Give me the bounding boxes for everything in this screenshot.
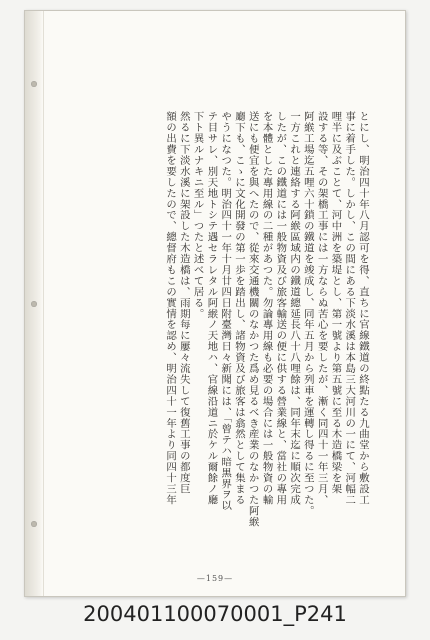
document-page (24, 10, 406, 597)
text-line: 一方これと連絡する阿緱區域内の鐵道總延長八十八哩餘は、同年末迄に順次完成 (288, 111, 301, 506)
text-line: を本體とした專用線の二種があつた。勿論專用線も必要の場合には一般物資の輸 (260, 111, 273, 506)
text-line: とにし、明治四十年八月認可を得、直ちに官線鐵道の終點たる九曲堂から敷設工 (357, 111, 369, 506)
text-line: 然るに下淡水溪に架設した木造橋は、雨期每に屢々流失して復舊工事の都度巨 (177, 111, 190, 495)
text-line: 廳下も、こゝに文化開發の第一歩を踏出し、諸物資及び旅客は翕然として集まる (232, 111, 245, 506)
vertical-text-body (83, 111, 368, 566)
text-line: 下ト異ルナキニ至ル」つたと述べて居る。 (191, 111, 204, 320)
image-caption: 200401100070001_P241 (83, 602, 347, 626)
page-number: —159— (196, 574, 234, 583)
binding-hole (31, 301, 37, 307)
text-line: 事に着手した。しかし、この間にある下淡水溪は本島三大河川の一にて、河幅二 (343, 111, 356, 506)
binding-hole (31, 521, 37, 527)
text-line: 阿緱工場迄五哩六十鎖の鐵道を竣成し、同年五月から列車を運轉し得るに至つた。 (301, 111, 314, 517)
text-line: 送にも便宜を與へたので、從來交通機關のなかつた爲め見るべき産業のなかつた阿緱 (246, 111, 259, 528)
page-binding (25, 11, 44, 596)
binding-hole (31, 81, 37, 87)
text-line: 設する等、その架橋工事には一方ならぬ苦心を要したが、漸く同四十一年三月、 (315, 111, 328, 506)
text-line: したが、この鐵道には一般物資及び旅客輸送の便に供する營業線と、當社の專用 (274, 111, 287, 506)
text-line: 額の出費を要したので、總督府もこの實情を認め、明治四十一年より同四十三年 (164, 111, 177, 506)
text-line: テ目サレ、別天地トシテ遇セラレタル阿緱ノ天地ハ、官線沿道ニ於ケル爾餘ノ廳 (205, 111, 218, 506)
text-line: 哩半に及ぶことて、河中洲を築堤とし、第一號より第五號に至る木造橋梁を架 (329, 111, 342, 495)
text-line: やうになつた。明治四十一年十月廿四日附臺灣日々新聞には、「曾テハ暗黒界ヲ以 (219, 111, 232, 511)
